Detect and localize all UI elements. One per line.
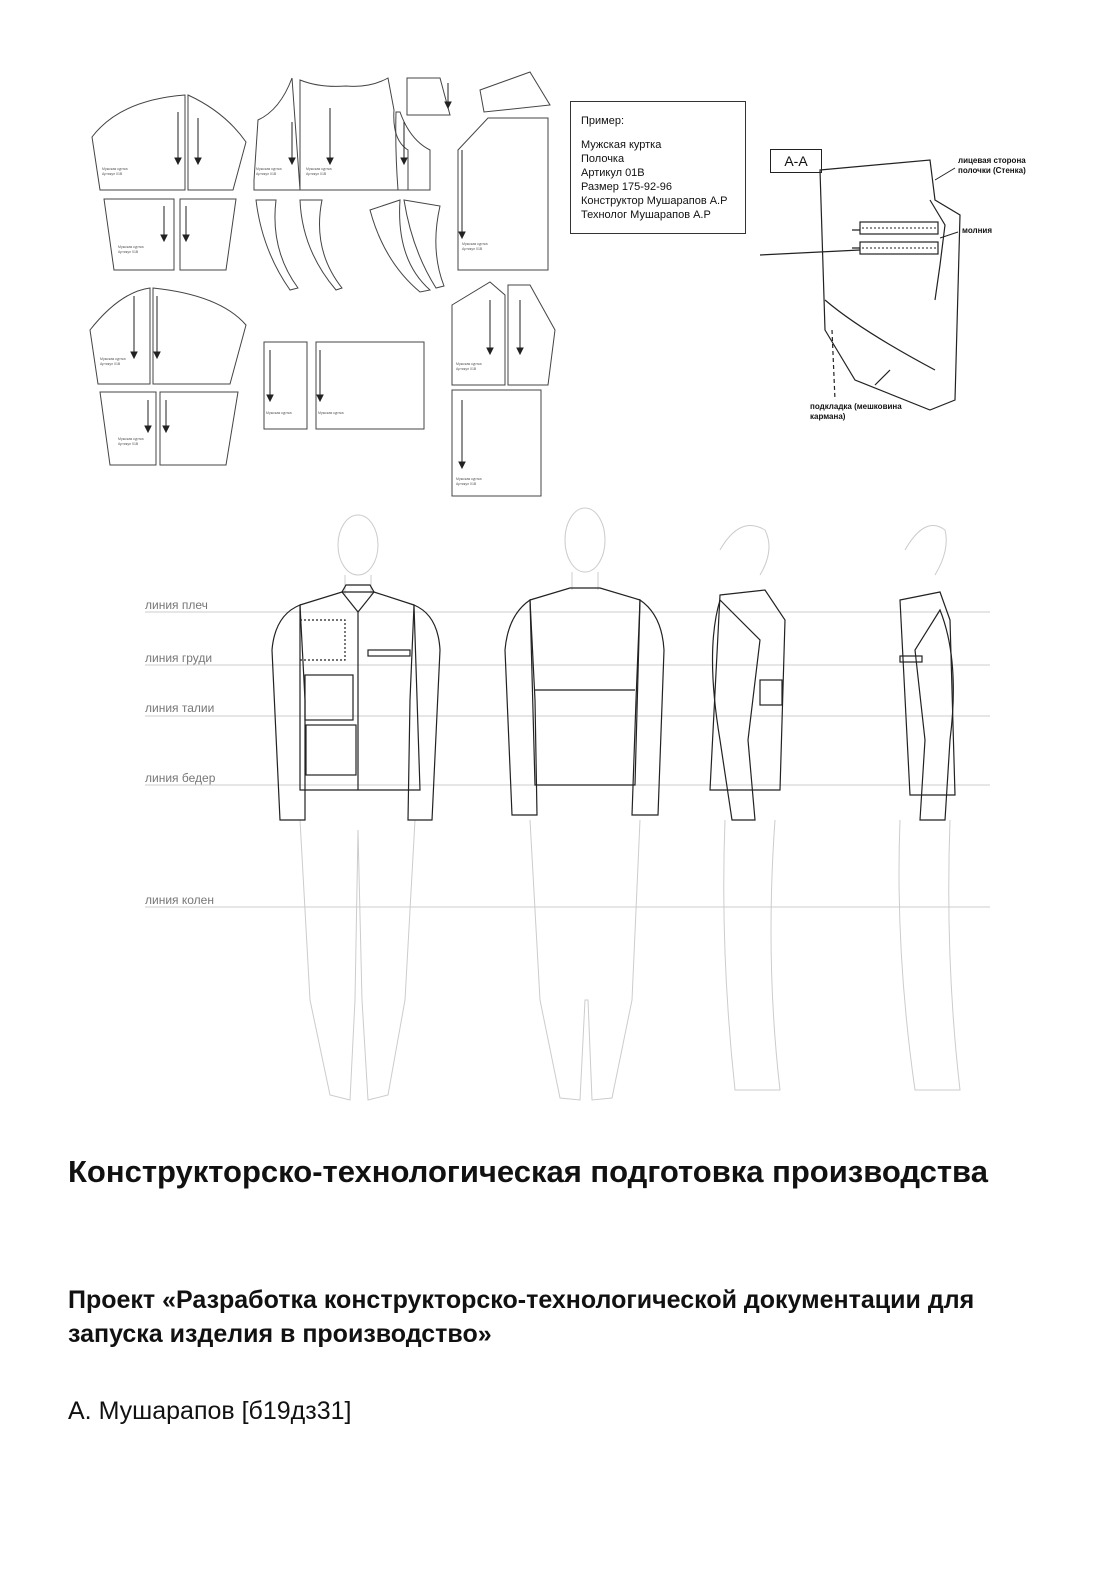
svg-text:Мужская куртка: Мужская куртка bbox=[266, 411, 292, 415]
svg-text:Мужская куртка: Мужская куртка bbox=[462, 242, 488, 246]
label-waist-line: линия талии bbox=[145, 701, 215, 715]
collar-piece bbox=[480, 72, 550, 112]
svg-text:Мужская куртка: Мужская куртка bbox=[456, 362, 482, 366]
facing-piece bbox=[300, 200, 342, 290]
marking-line-designer: Конструктор Мушарапов А.Р bbox=[581, 195, 728, 207]
callout-face-side: лицевая сторона полочки (Стенка) bbox=[958, 156, 1026, 175]
svg-text:Артикул 01В: Артикул 01В bbox=[462, 247, 483, 251]
front-jacket-body bbox=[300, 592, 420, 790]
svg-text:Мужская куртка: Мужская куртка bbox=[118, 245, 144, 249]
svg-text:Мужская куртка: Мужская куртка bbox=[306, 167, 332, 171]
pattern-sheet bbox=[0, 0, 760, 505]
marking-example-header: Пример: bbox=[581, 115, 625, 127]
sleeve-front-piece bbox=[153, 288, 246, 384]
svg-text:Артикул 01В: Артикул 01В bbox=[102, 172, 123, 176]
marking-line-article: Артикул 01В bbox=[581, 167, 645, 179]
label-chest-line: линия груди bbox=[145, 651, 213, 665]
callout-zipper: молния bbox=[962, 226, 992, 235]
front-pocket-upper bbox=[305, 675, 353, 720]
svg-text:Артикул 01В: Артикул 01В bbox=[118, 442, 139, 446]
svg-text:Артикул 01В: Артикул 01В bbox=[456, 367, 477, 371]
svg-text:Артикул 01В: Артикул 01В bbox=[306, 172, 327, 176]
marking-line-size: Размер 175-92-96 bbox=[581, 181, 673, 193]
svg-text:Артикул 01В: Артикул 01В bbox=[456, 482, 477, 486]
callout-lining: подкладка (мешковина кармана) bbox=[810, 402, 902, 421]
yoke-piece bbox=[396, 112, 430, 190]
facing-piece bbox=[370, 200, 430, 292]
marking-line-technologist: Технолог Мушарапов А.Р bbox=[581, 209, 711, 221]
sleeve-back-piece bbox=[90, 288, 150, 384]
marking-line-piece: Полочка bbox=[581, 153, 625, 165]
svg-text:Артикул 01В: Артикул 01В bbox=[118, 250, 139, 254]
side-jacket-body bbox=[710, 590, 785, 790]
side-sleeve bbox=[713, 600, 761, 820]
pocket-piece bbox=[508, 285, 555, 385]
svg-text:Артикул 01В: Артикул 01В bbox=[100, 362, 121, 366]
section-tag: А-А bbox=[770, 149, 822, 173]
pocket-section-drawing bbox=[760, 140, 1070, 440]
pocket-piece bbox=[316, 342, 424, 429]
svg-text:Мужская куртка: Мужская куртка bbox=[318, 411, 344, 415]
side-sleeve-2 bbox=[915, 610, 953, 820]
label-knee-line: линия колен bbox=[145, 893, 214, 907]
author-line: А. Мушарапов [б19дз31] bbox=[68, 1397, 352, 1425]
svg-text:Мужская куртка: Мужская куртка bbox=[118, 437, 144, 441]
label-hip-line: линия бедер bbox=[145, 771, 216, 785]
sleeve-front-piece bbox=[188, 95, 246, 190]
project-subtitle: Проект «Разработка конструкторско-технологической документации для запуска изделия в производство» bbox=[68, 1286, 975, 1348]
figure-views bbox=[0, 505, 1120, 1115]
facing-piece bbox=[404, 200, 444, 288]
document-title: Конструкторско-технологическая подготовка производства bbox=[68, 1154, 988, 1189]
svg-text:Мужская куртка: Мужская куртка bbox=[102, 167, 128, 171]
front-sleeve-right bbox=[408, 605, 440, 820]
front-jacket-collar bbox=[342, 585, 374, 612]
marking-example-box bbox=[570, 101, 746, 234]
marking-line-product: Мужская куртка bbox=[581, 139, 662, 151]
back-jacket-body bbox=[530, 588, 640, 785]
svg-text:Артикул 01В: Артикул 01В bbox=[256, 172, 277, 176]
back-sleeve-left bbox=[505, 600, 537, 815]
svg-text:Мужская куртка: Мужская куртка bbox=[100, 357, 126, 361]
svg-text:Мужская куртка: Мужская куртка bbox=[456, 477, 482, 481]
front-pocket-lower bbox=[306, 725, 356, 775]
side-jacket-body-2 bbox=[900, 592, 955, 795]
cuff-piece bbox=[160, 392, 238, 465]
collar-piece bbox=[407, 78, 450, 115]
svg-text:Мужская куртка: Мужская куртка bbox=[256, 167, 282, 171]
label-shoulder-line: линия плеч bbox=[145, 598, 208, 612]
facing-piece bbox=[256, 200, 298, 290]
